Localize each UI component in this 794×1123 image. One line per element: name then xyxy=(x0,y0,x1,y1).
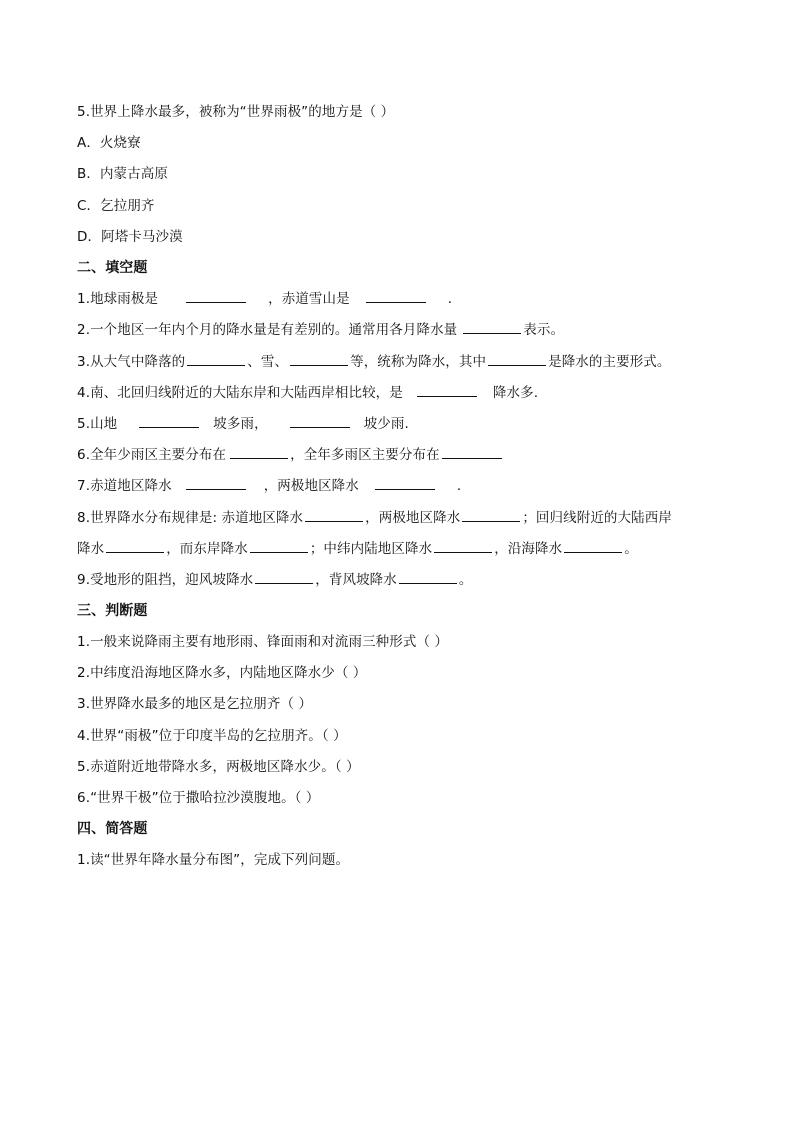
fill-question-8: 8.世界降水分布规律是: 赤道地区降水 ，两极地区降水 ；回归线附近的大陆西岸 xyxy=(77,510,672,526)
answer-blank[interactable] xyxy=(305,509,363,522)
fill-question-9: 9.受地形的阻挡，迎风坡降水 ，背风坡降水 。 xyxy=(77,572,473,588)
answer-blank[interactable] xyxy=(462,509,520,522)
section-heading-short: 四、简答题 xyxy=(77,821,148,837)
answer-blank[interactable] xyxy=(366,290,426,303)
fill-question-2: 2.一个地区一年内个月的降水量是有差别的。通常用各月降水量 表示。 xyxy=(77,322,565,338)
fill-question-8-continued: 降水 ，而东岸降水 ；中纬内陆地区降水 ，沿海降水 。 xyxy=(77,541,638,557)
answer-blank[interactable] xyxy=(434,540,492,553)
answer-blank[interactable] xyxy=(564,540,622,553)
answer-blank[interactable] xyxy=(290,353,348,366)
question-stem: 5.世界上降水最多，被称为“世界雨极”的地方是（ ） xyxy=(77,104,395,120)
judge-question-1: 1.一般来说降雨主要有地形雨、锋面雨和对流雨三种形式（ ） xyxy=(77,634,449,650)
answer-blank[interactable] xyxy=(463,321,521,334)
judge-question-3: 3.世界降水最多的地区是乞拉朋齐（ ） xyxy=(77,696,313,712)
option-a: A．火烧寮 xyxy=(77,135,141,151)
answer-blank[interactable] xyxy=(290,415,350,428)
answer-blank[interactable] xyxy=(417,384,477,397)
fill-question-3: 3.从大气中降落的 、雪、 等，统称为降水，其中 是降水的主要形式。 xyxy=(77,354,671,370)
short-question-1: 1.读“世界年降水量分布图”，完成下列问题。 xyxy=(77,852,350,868)
answer-blank[interactable] xyxy=(488,353,546,366)
answer-blank[interactable] xyxy=(375,477,435,490)
answer-blank[interactable] xyxy=(106,540,164,553)
fill-question-7: 7.赤道地区降水 ，两极地区降水 . xyxy=(77,478,462,494)
option-b: B．内蒙古高原 xyxy=(77,166,168,182)
answer-blank[interactable] xyxy=(399,571,457,584)
option-c: C．乞拉朋齐 xyxy=(77,198,155,214)
option-d: D．阿塔卡马沙漠 xyxy=(77,229,183,245)
answer-blank[interactable] xyxy=(187,353,245,366)
judge-question-5: 5.赤道附近地带降水多，两极地区降水少。（ ） xyxy=(77,759,360,775)
answer-blank[interactable] xyxy=(442,446,502,459)
fill-question-5: 5.山地 坡多雨， 坡少雨. xyxy=(77,416,409,432)
fill-question-6: 6.全年少雨区主要分布在 ，全年多雨区主要分布在 xyxy=(77,446,504,464)
answer-blank[interactable] xyxy=(230,446,288,459)
answer-blank[interactable] xyxy=(139,415,199,428)
answer-blank[interactable] xyxy=(250,540,308,553)
judge-question-6: 6.“世界干极”位于撒哈拉沙漠腹地。（ ） xyxy=(77,790,320,806)
section-heading-judge: 三、判断题 xyxy=(77,603,148,619)
answer-blank[interactable] xyxy=(255,571,313,584)
answer-blank[interactable] xyxy=(186,477,246,490)
fill-question-1: 1.地球雨极是 ，赤道雪山是 . xyxy=(77,291,453,307)
section-heading-fill: 二、填空题 xyxy=(77,260,148,276)
fill-question-4: 4.南、北回归线附近的大陆东岸和大陆西岸相比较，是 降水多. xyxy=(77,385,539,401)
judge-question-4: 4.世界“雨极”位于印度半岛的乞拉朋齐。（ ） xyxy=(77,728,347,744)
judge-question-2: 2.中纬度沿海地区降水多，内陆地区降水少（ ） xyxy=(77,665,367,681)
answer-blank[interactable] xyxy=(186,290,246,303)
